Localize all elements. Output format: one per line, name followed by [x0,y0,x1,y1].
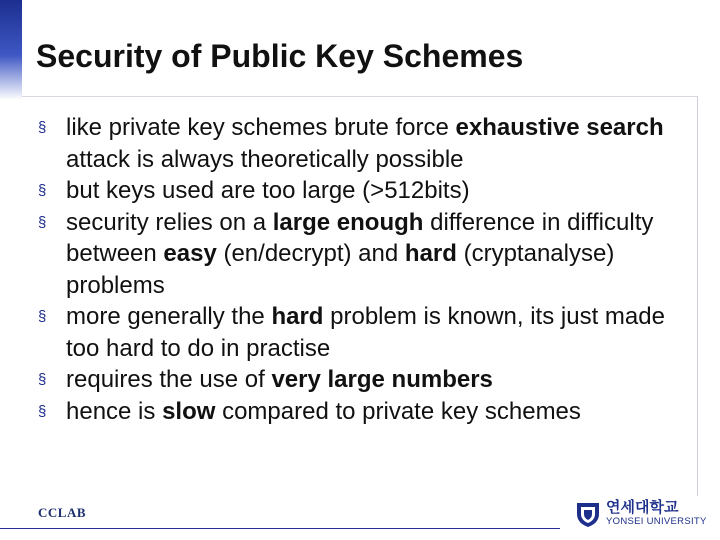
bullet-emphasis-text: large enough [272,208,424,236]
bullet-text: more generally the [66,303,272,330]
bullet-text: difference in difficulty between [66,208,654,267]
bullet-emphasis-text: hard [404,240,457,267]
bullet-text: but keys used are too large (>512bits) [66,177,470,204]
bullet-item [38,364,698,396]
yonsei-logo [574,496,714,532]
bullet-emphasis-text: hard [271,303,324,330]
accent-bar [0,0,22,100]
bullet-marker-icon: § [38,182,47,199]
bullet-text: attack is always theoretically possible [66,145,464,173]
bullet-list [38,112,698,427]
bullet-text: hence is [66,397,163,425]
bullet-text: (cryptanalyse) problems [66,240,615,299]
bullet-text: problem is known, its just made too hard to do in practise [66,303,665,362]
bullet-item [38,112,698,175]
bullet-marker-icon: § [38,402,47,420]
bullet-text: requires the use of [66,366,272,393]
title-divider [22,96,698,97]
bullet-emphasis-text: slow [162,397,216,425]
yonsei-crest-icon [574,500,602,528]
bullet-text: (en/decrypt) and [216,240,405,267]
bullet-emphasis-text: easy [163,240,217,267]
bullet-item [38,396,698,428]
bullet-item [38,175,698,207]
bullet-emphasis-text: very large numbers [271,366,493,393]
cclab-logo: CCLAB [38,505,87,520]
bullet-marker-icon: § [38,371,47,388]
bullet-text: security relies on a [66,208,273,236]
university-name-korean: 연세대학교 [606,498,679,516]
bullet-marker-icon: § [38,119,47,136]
bullet-text: like private key schemes brute force [66,114,456,141]
university-name-english: YONSEI UNIVERSITY [606,516,707,527]
bullet-marker-icon: § [38,308,47,325]
bullet-item [38,301,698,364]
bullet-emphasis-text: exhaustive search [455,114,664,141]
slide-title: Security of Public Key Schemes [36,38,524,74]
bullet-item [38,207,698,302]
bullet-marker-icon: § [38,213,47,231]
bullet-text: compared to private key schemes [215,397,581,425]
footer-divider [0,528,560,529]
